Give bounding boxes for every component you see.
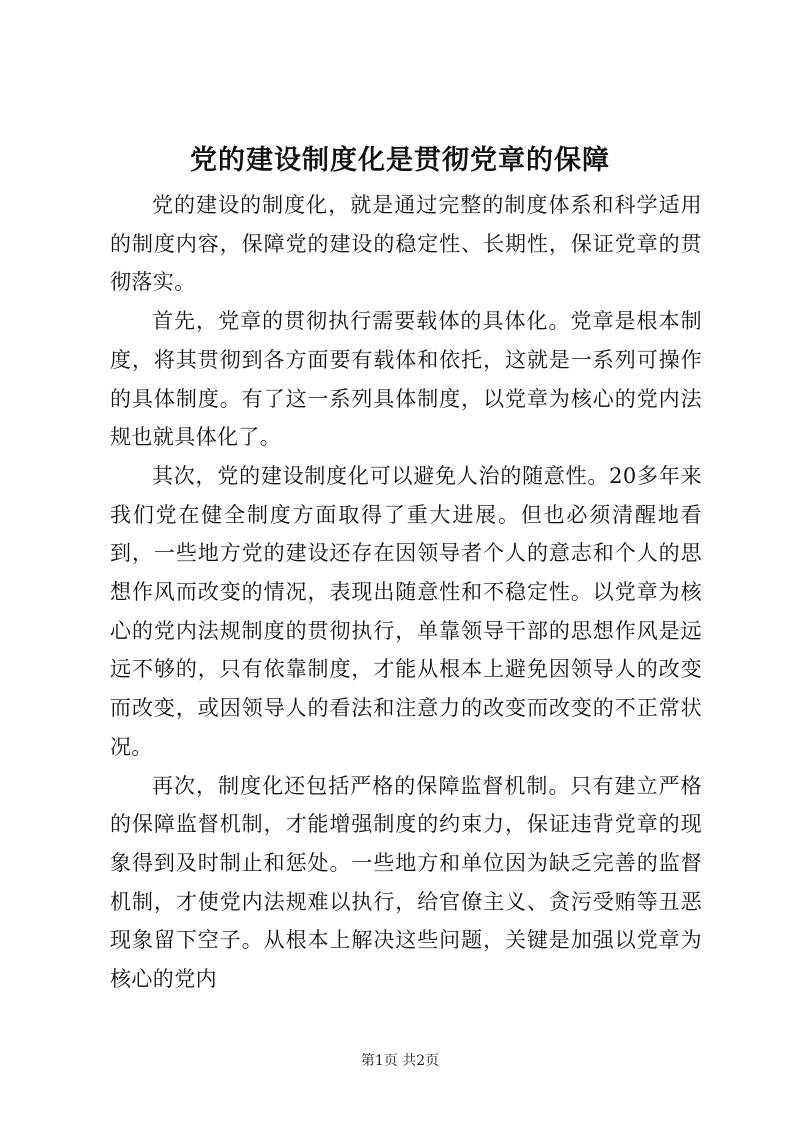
- document-title: 党的建设制度化是贯彻党章的保障: [190, 145, 610, 176]
- paragraph: 其次，党的建设制度化可以避免人治的随意性。20多年来我们党在健全制度方面取得了重大进展。但也必须清醒地看到，一些地方党的建设还存在因领导者个人的意志和个人的思想作风而改变的情况，表现出随意性和不稳定性。以党章为核心的党内法规制度的贯彻执行，单靠领导干部的思想作风是远远不够的，只有依靠制度，才能从根本上避免因领导人的改变而改变，或因领导人的看法和注意力的改变而改变的不正常状况。: [110, 463, 702, 759]
- page-number: 第1页 共2页: [360, 1053, 440, 1069]
- document-body: [110, 186, 702, 999]
- paragraph: 再次，制度化还包括严格的保障监督机制。只有建立严格的保障监督机制，才能增强制度的约束力，保证违背党章的现象得到及时制止和惩处。一些地方和单位因为缺乏完善的监督机制，才使党内法规难以执行，给官僚主义、贪污受贿等丑恶现象留下空子。从根本上解决这些问题，关键是加强以党章为核心的党内: [110, 773, 702, 992]
- paragraph: 党的建设的制度化，就是通过完整的制度体系和科学适用的制度内容，保障党的建设的稳定性、长期性，保证党章的贯彻落实。: [110, 193, 702, 295]
- paragraph: 首先，党章的贯彻执行需要载体的具体化。党章是根本制度，将其贯彻到各方面要有载体和依托，这就是一系列可操作的具体制度。有了这一系列具体制度，以党章为核心的党内法规也就具体化了。: [110, 309, 702, 450]
